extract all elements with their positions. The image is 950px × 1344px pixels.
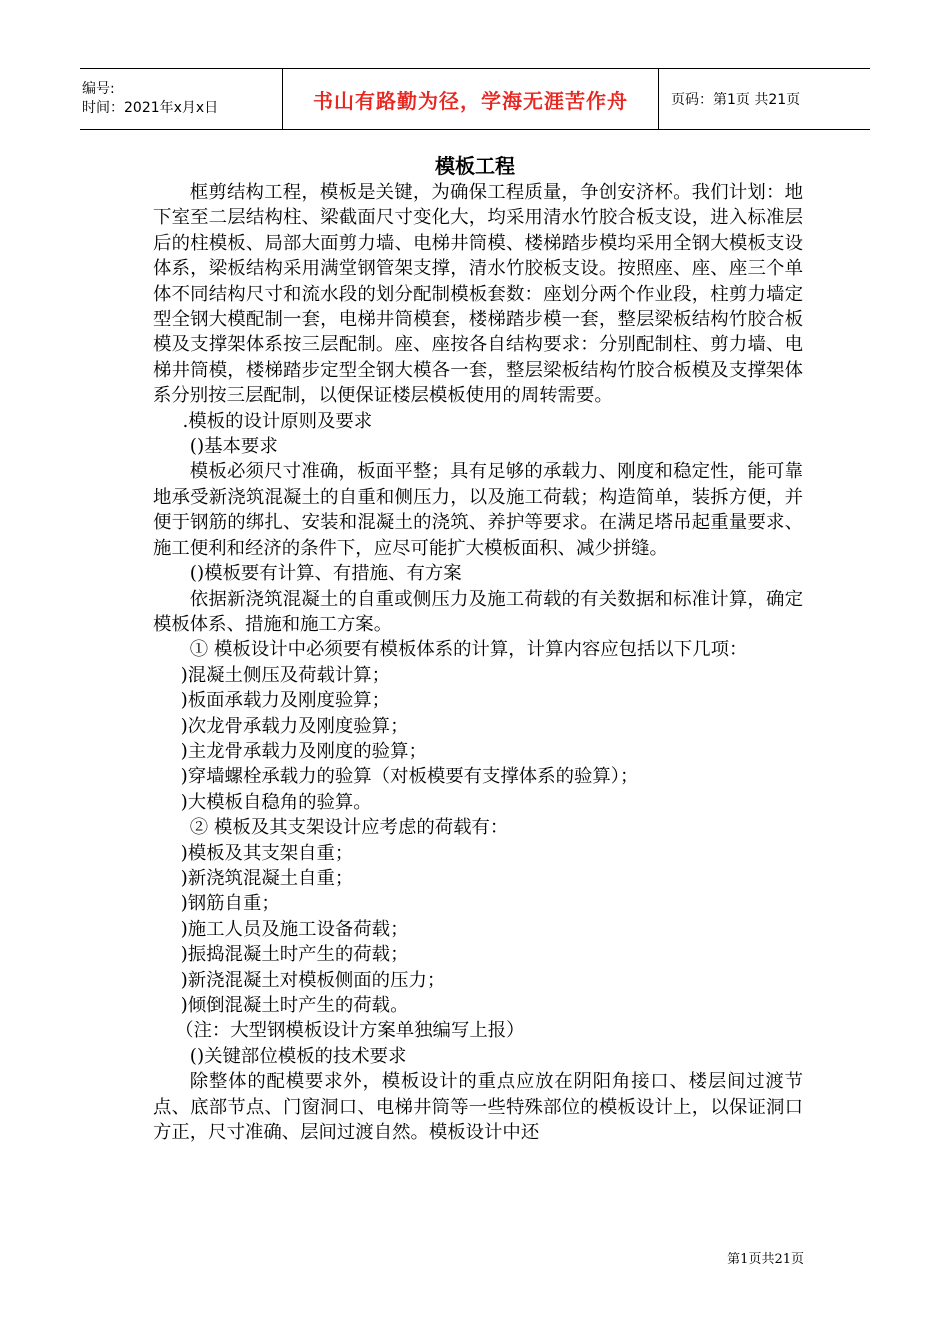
list-item: )混凝土侧压及荷载计算；: [180, 664, 391, 686]
list-item: )新浇筑混凝土自重；: [180, 867, 354, 889]
list-item: )新浇混凝土对模板侧面的压力；: [180, 969, 446, 991]
list-item: )次龙骨承载力及刚度验算；: [180, 715, 409, 737]
subsection-heading: ()基本要求: [189, 436, 278, 458]
page-header: [80, 68, 870, 130]
note-text: （注：大型钢模板设计方案单独编写上报）: [175, 1020, 525, 1042]
document-time-label: 时间：2021年x月x日: [82, 100, 219, 116]
paragraph: ② 模板及其支架设计应考虑的荷载有：: [189, 817, 509, 839]
page-footer: 第1页共21页: [727, 1252, 804, 1267]
paragraph: 模板必须尺寸准确，板面平整；具有足够的承载力、刚度和稳定性，能可靠地承受新浇筑混凝土的自重和侧压力，以及施工荷载；构造简单，装拆方便，并便于钢筋的绑扎、安装和混凝土的浇筑、养护等要求。在满足塔吊起重量要求、施工便利和经济的条件下，应尽可能扩大模板面积、减少拼缝。: [153, 461, 803, 559]
list-item: )主龙骨承载力及刚度的验算；: [180, 740, 427, 762]
list-item: )倾倒混凝土时产生的荷载。: [180, 995, 409, 1016]
list-item: )钢筋自重；: [180, 893, 280, 915]
list-item: )大模板自稳角的验算。: [180, 791, 372, 813]
document-body: [153, 180, 803, 1145]
subsection-heading: ()关键部位模板的技术要求: [189, 1045, 407, 1067]
header-motto-cell: [283, 69, 659, 130]
section-heading: .模板的设计原则及要求: [182, 410, 373, 432]
header-page-cell: [659, 69, 871, 130]
list-item: )振捣混凝土时产生的荷载；: [180, 944, 409, 966]
paragraph: 依据新浇筑混凝土的自重或侧压力及施工荷载的有关数据和标准计算，确定模板体系、措施和施工方案。: [153, 588, 803, 635]
document-number-label: 编号:: [82, 81, 115, 97]
list-item: )板面承载力及刚度验算；: [180, 690, 391, 712]
list-item: )穿墙螺栓承载力的验算（对板模要有支撑体系的验算）；: [180, 766, 639, 788]
header-motto: 书山有路勤为径，学海无涯苦作舟: [313, 88, 628, 113]
list-item: )施工人员及施工设备荷载；: [180, 918, 409, 940]
document-title: 模板工程: [435, 154, 515, 178]
header-page-number: 页码：第1页 共21页: [671, 92, 801, 108]
paragraph: ① 模板设计中必须要有模板体系的计算，计算内容应包括以下几项：: [189, 639, 748, 661]
paragraph-intro: 框剪结构工程，模板是关键，为确保工程质量，争创安济杯。我们计划：地下室至二层结构柱、梁截面尺寸变化大，均采用清水竹胶合板支设，进入标准层后的柱模板、局部大面剪力墙、电梯井筒模、楼梯踏步模均采用全钢大模板支设体系，梁板结构采用满堂钢管架支撑，清水竹胶板支设。按照座、座、座三个单体不同结构尺寸和流水段的划分配制模板套数：座划分两个作业段，柱剪力墙定型全钢大模配制一套，电梯井筒模套，楼梯踏步模一套，整层梁板结构竹胶合板模及支撑架体系按三层配制。座、座按各自结构要求：分别配制柱、剪力墙、电梯井筒模，楼梯踏步定型全钢大模各一套，整层梁板结构竹胶合板模及支撑架体系分别按三层配制，以便保证楼层模板使用的周转需要。: [153, 182, 803, 407]
paragraph: 除整体的配模要求外，模板设计的重点应放在阴阳角接口、楼层间过渡节点、底部节点、门窗洞口、电梯井筒等一些特殊部位的模板设计上，以保证洞口方正，尺寸准确、层间过渡自然。模板设计中还: [153, 1071, 803, 1144]
subsection-heading: ()模板要有计算、有措施、有方案: [189, 563, 462, 585]
header-meta: [80, 69, 283, 130]
list-item: )模板及其支架自重；: [180, 842, 354, 864]
